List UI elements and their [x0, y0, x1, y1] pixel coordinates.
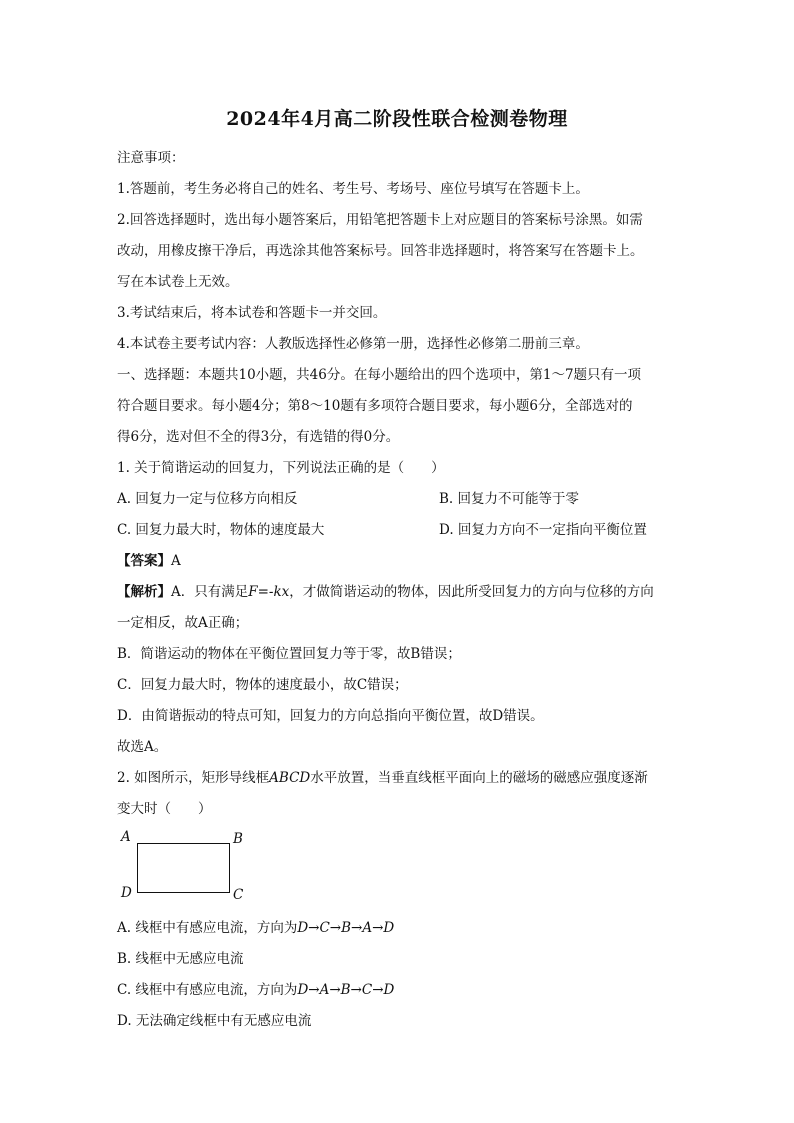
question-2-option-a-path: D→C→B→A→D: [297, 920, 395, 936]
answer-value: A: [171, 553, 181, 569]
question-1-answer: [117, 546, 677, 577]
question-1-analysis-a-line-1: [117, 577, 677, 608]
analysis-a-formula: F=-kx: [248, 584, 290, 600]
answer-label: 【答案】: [117, 553, 171, 569]
page-title: 2024年4月高二阶段性联合检测卷物理: [226, 108, 568, 130]
question-1-options-row-1: [117, 484, 677, 515]
notice-item-1: 1.答题前，考生务必将自己的姓名、考生号、考场号、座位号填写在答题卡上。: [117, 181, 589, 197]
vertex-label-b: B: [233, 831, 243, 847]
analysis-label: 【解析】: [117, 584, 171, 600]
analysis-a-prefix: A．只有满足: [171, 584, 249, 600]
rectangle-abcd: [137, 843, 230, 893]
question-1-option-b: B. 回复力不可能等于零: [439, 491, 580, 507]
question-2-option-a: [117, 913, 677, 944]
question-1-option-a: A. 回复力一定与位移方向相反: [117, 491, 298, 507]
question-2-option-c-path: D→A→B→C→D: [297, 982, 395, 998]
vertex-label-a: A: [121, 829, 131, 845]
section-1-line-1: 一、选择题：本题共10小题，共46分。在每小题给出的四个选项中，第1～7题只有一项: [117, 367, 642, 383]
question-2-option-c-prefix: C. 线框中有感应电流，方向为: [117, 982, 298, 998]
question-2-option-b: B. 线框中无感应电流: [117, 951, 244, 967]
question-2-stem-line-1: [117, 763, 677, 794]
notice-item-2-line-1: 2.回答选择题时，选出每小题答案后，用铅笔把答题卡上对应题目的答案标号涂黑。如需: [117, 212, 643, 228]
question-1-option-c: C. 回复力最大时，物体的速度最大: [117, 522, 325, 538]
question-1-analysis-b: B．简谐运动的物体在平衡位置回复力等于零，故B错误；: [117, 646, 461, 662]
document-body: [117, 143, 677, 1037]
question-1-options-row-2: [117, 515, 677, 546]
notice-heading: 注意事项：: [117, 150, 185, 166]
question-2-stem-mid: 水平放置，当垂直线框平面向上的磁场的磁感应强度逐渐: [310, 770, 648, 786]
question-1-option-d: D. 回复力方向不一定指向平衡位置: [439, 522, 647, 538]
notice-item-2-line-2: 改动，用橡皮擦干净后，再选涂其他答案标号。回答非选择题时，将答案写在答题卡上。: [117, 243, 644, 259]
question-2-stem-abcd: ABCD: [269, 770, 311, 786]
vertex-label-d: D: [121, 885, 132, 901]
notice-item-3: 3.考试结束后，将本试卷和答题卡一并交回。: [117, 305, 387, 321]
question-2-option-d: D. 无法确定线框中有无感应电流: [117, 1013, 312, 1029]
section-1-line-2: 符合题目要求。每小题4分；第8～10题有多项符合题目要求，每小题6分，全部选对的: [117, 398, 633, 414]
analysis-a-rest: ，才做简谐运动的物体，因此所受回复力的方向与位移的方向: [289, 584, 654, 600]
question-1-analysis-c: C．回复力最大时，物体的速度最小，故C错误；: [117, 677, 408, 693]
question-1-conclusion: 故选A。: [117, 739, 168, 755]
rectangle-loop-figure: [117, 829, 277, 907]
question-2-option-a-prefix: A. 线框中有感应电流，方向为: [117, 920, 298, 936]
section-1-line-3: 得6分，选对但不全的得3分，有选错的得0分。: [117, 429, 400, 445]
question-1-analysis-a-line-2: 一定相反，故A正确；: [117, 615, 249, 631]
vertex-label-c: C: [233, 887, 244, 903]
notice-item-4: 4.本试卷主要考试内容：人教版选择性必修第一册，选择性必修第二册前三章。: [117, 336, 589, 352]
question-2-option-c: [117, 975, 677, 1006]
question-1-analysis-d: D．由简谐振动的特点可知，回复力的方向总指向平衡位置，故D错误。: [117, 708, 544, 724]
notice-item-2-line-3: 写在本试卷上无效。: [117, 274, 239, 290]
question-1-stem: 1. 关于简谐运动的回复力，下列说法正确的是（ ）: [117, 460, 445, 476]
question-2-stem-prefix: 2. 如图所示，矩形导线框: [117, 770, 270, 786]
question-2-stem-line-2: 变大时（ ）: [117, 801, 212, 817]
